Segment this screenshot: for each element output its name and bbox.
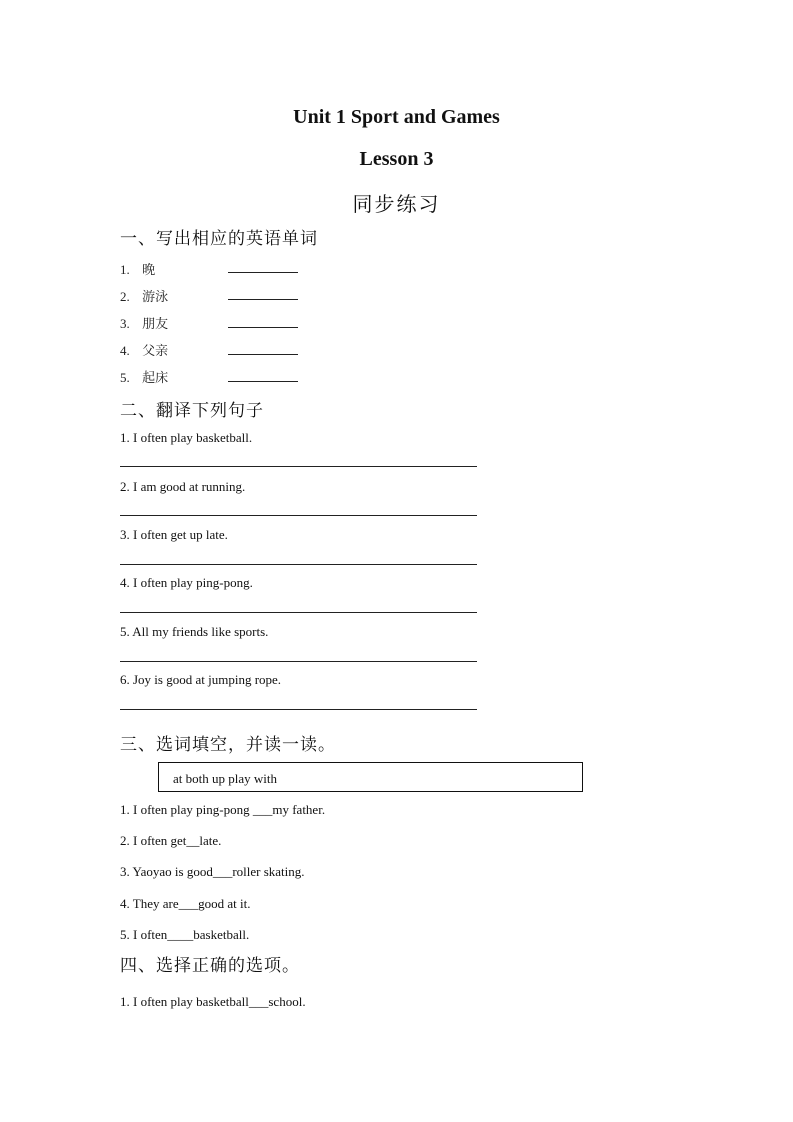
vocab-item [120, 286, 168, 305]
sentence-item: 1. I often play basketball. [120, 430, 253, 445]
vocab-word: 晚 [142, 263, 156, 278]
vocab-blank[interactable] [228, 381, 298, 382]
vocab-blank[interactable] [228, 299, 298, 300]
answer-line[interactable] [120, 612, 477, 613]
answer-line[interactable] [120, 709, 477, 710]
vocab-blank[interactable] [228, 272, 298, 273]
fill-blank-item: 4. They are___good at it. [120, 896, 251, 911]
vocab-number: 2. [120, 289, 130, 304]
answer-line[interactable] [120, 515, 477, 516]
vocab-item [120, 259, 155, 278]
answer-line[interactable] [120, 661, 477, 662]
section4-heading: 四、选择正确的选项。 [120, 956, 300, 976]
page-title: Unit 1 Sport and Games [293, 106, 500, 128]
sentence-item: 6. Joy is good at jumping rope. [120, 672, 282, 687]
answer-line[interactable] [120, 466, 477, 467]
sentence-item: 2. I am good at running. [120, 479, 246, 494]
answer-line[interactable] [120, 564, 477, 565]
section2-heading: 二、翻译下列句子 [120, 401, 264, 421]
fill-blank-item: 2. I often get__late. [120, 833, 222, 848]
sentence-item: 4. I often play ping-pong. [120, 575, 253, 590]
fill-blank-item: 3. Yaoyao is good___roller skating. [120, 864, 305, 879]
choice-item: 1. I often play basketball___school. [120, 994, 306, 1009]
vocab-word: 起床 [142, 371, 169, 386]
vocab-item [120, 313, 168, 332]
word-bank-box [158, 762, 583, 792]
vocab-word: 父亲 [142, 344, 169, 359]
vocab-number: 3. [120, 316, 130, 331]
word-bank-text: at both up play with [173, 771, 277, 786]
section3-heading: 三、选词填空，并读一读。 [120, 735, 336, 755]
section1-heading: 一、写出相应的英语单词 [120, 229, 318, 249]
vocab-word: 朋友 [142, 317, 169, 332]
vocab-item [120, 340, 168, 359]
vocab-item [120, 367, 168, 386]
sentence-item: 5. All my friends like sports. [120, 624, 269, 639]
vocab-word: 游泳 [142, 290, 169, 305]
vocab-number: 4. [120, 343, 130, 358]
vocab-blank[interactable] [228, 327, 298, 328]
page-subtitle: 同步练习 [352, 192, 441, 216]
vocab-number: 1. [120, 262, 130, 277]
vocab-number: 5. [120, 370, 130, 385]
fill-blank-item: 1. I often play ping-pong ___my father. [120, 802, 326, 817]
sentence-item: 3. I often get up late. [120, 527, 228, 542]
lesson-title: Lesson 3 [359, 148, 434, 170]
vocab-blank[interactable] [228, 354, 298, 355]
fill-blank-item: 5. I often____basketball. [120, 927, 250, 942]
